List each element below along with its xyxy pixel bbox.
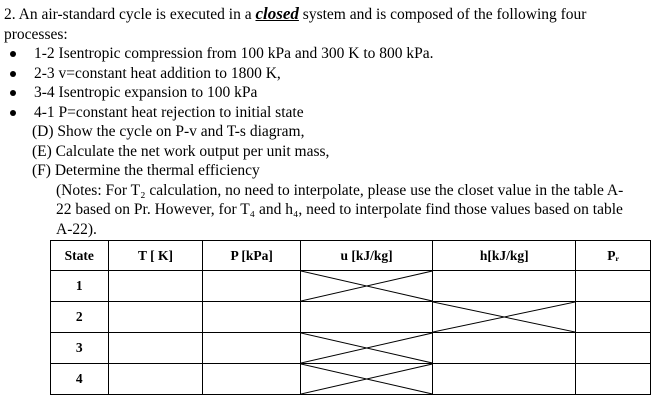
process-item (4, 64, 644, 84)
process-text: 4-1 P=constant heat rejection to initial state (34, 103, 304, 121)
header-state: State (51, 241, 109, 271)
intro-text-start: 2. An air-standard cycle is executed in a (4, 6, 256, 23)
table-header-row (51, 241, 651, 271)
crossed-cell-u (300, 333, 432, 364)
cell-P (203, 302, 301, 333)
table-row (51, 364, 651, 395)
part-d: (D) Show the cycle on P-v and T-s diagram, (32, 123, 305, 140)
process-item (4, 44, 644, 64)
table-row (51, 302, 651, 333)
header-pressure: P [kPa] (203, 241, 301, 271)
cell-pr (576, 364, 651, 395)
cross-out-icon (301, 271, 432, 301)
header-internal-energy: u [kJ/kg] (300, 241, 432, 271)
table-row (51, 333, 651, 364)
cell-pr (576, 271, 651, 302)
process-text: 3-4 Isentropic expansion to 100 kPa (34, 84, 258, 101)
cell-T (108, 302, 203, 333)
bullet-icon (10, 90, 16, 96)
cross-out-icon (301, 333, 432, 363)
process-text: 1-2 Isentropic compression from 100 kPa and 300 K to 800 kPa. (34, 45, 434, 62)
state-table (50, 240, 651, 395)
crossed-cell-u (300, 271, 432, 302)
state-number: 4 (51, 364, 109, 395)
cell-T (108, 364, 203, 395)
process-text: 2-3 v=constant heat addition to 1800 K, (34, 64, 281, 82)
cell-h (433, 364, 576, 395)
header-temperature: T [ K] (108, 241, 203, 271)
cell-u (300, 302, 432, 333)
cell-P (203, 333, 301, 364)
cross-out-icon (301, 364, 432, 394)
problem-intro (4, 4, 644, 25)
cell-h (433, 271, 576, 302)
state-number: 3 (51, 333, 109, 364)
cell-pr (576, 302, 651, 333)
process-item (4, 83, 644, 103)
process-list (4, 44, 644, 122)
state-number: 1 (51, 271, 109, 302)
intro-text-end: system and is composed of the following four (298, 6, 587, 23)
cell-h (433, 333, 576, 364)
notes-paragraph: (Notes: For T₂ calculation, no need to interpolate, please use the closet value in the table A-22 based on Pr. However, for T₄ and h₄, need to interpolate find those values based on table A-22). (56, 181, 624, 238)
cell-P (203, 271, 301, 302)
cell-T (108, 333, 203, 364)
cell-pr (576, 333, 651, 364)
bullet-icon (10, 71, 16, 77)
part-f: (F) Determine the thermal efficiency (32, 162, 260, 179)
cross-out-icon (433, 302, 575, 332)
crossed-cell-u (300, 364, 432, 395)
part-e: (E) Calculate the net work output per unit mass, (32, 142, 330, 160)
header-enthalpy: h[kJ/kg] (433, 241, 576, 271)
cell-T (108, 271, 203, 302)
header-relative-pressure: Pᵣ (576, 241, 651, 271)
cell-P (203, 364, 301, 395)
bullet-icon (10, 110, 16, 116)
problem-text (4, 4, 644, 239)
table-row (51, 271, 651, 302)
state-number: 2 (51, 302, 109, 333)
bullet-icon (10, 51, 16, 57)
crossed-cell-h (433, 302, 576, 333)
process-item (4, 103, 644, 123)
closed-emphasis: closed (255, 4, 299, 23)
processes-label: processes: (4, 25, 68, 43)
